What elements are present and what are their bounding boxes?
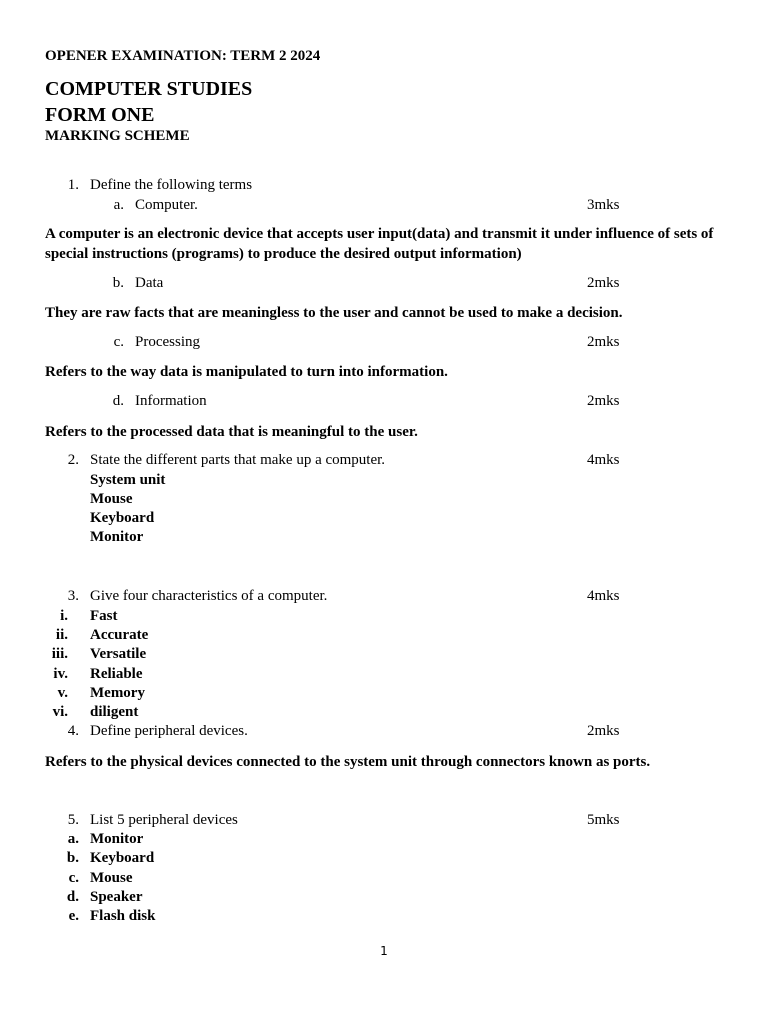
q2-answer-item: Monitor [90,529,144,545]
q4-number: 4. [67,723,79,739]
q2-text: State the different parts that make up a computer. [90,452,386,468]
q3-answer-item: Memory [90,685,145,701]
marking-scheme-title: MARKING SCHEME [45,128,190,144]
q5-answer-label: d. [66,889,79,905]
q3-answer-item: Accurate [90,627,149,643]
q4-answer: Refers to the physical devices connected to the system unit through connectors known as ports. [45,754,651,770]
q1a-marks: 3mks [587,197,620,213]
q1c-marks: 2mks [587,334,620,350]
q3-marks: 4mks [587,588,620,604]
q3-answer-label: iv. [53,666,68,682]
q5-answer-label: c. [68,870,79,886]
q3-answer-label: v. [57,685,68,701]
q5-answer-item: Keyboard [90,850,155,866]
q3-number: 3. [67,588,79,604]
q3-text: Give four characteristics of a computer. [90,588,328,604]
q5-answer-item: Speaker [90,889,143,905]
q4-marks: 2mks [587,723,620,739]
q1d-answer: Refers to the processed data that is meaningful to the user. [45,424,418,440]
form-title: FORM ONE [45,104,155,126]
q1d-marks: 2mks [587,393,620,409]
q1d-text: Information [135,393,207,409]
q1-text: Define the following terms [90,177,253,193]
q2-marks: 4mks [587,452,620,468]
q3-answer-label: i. [60,608,68,624]
q1-number: 1. [67,177,79,193]
q2-answer-item: System unit [90,472,166,488]
q1a-label: a. [113,197,124,213]
q2-answer-item: Mouse [90,491,133,507]
q5-answer-item: Mouse [90,870,133,886]
q5-answer-item: Flash disk [90,908,156,924]
q1c-text: Processing [135,334,200,350]
q3-answer-item: diligent [90,704,139,720]
q3-answer-item: Fast [90,608,118,624]
subject-title: COMPUTER STUDIES [45,78,253,100]
q1c-label: c. [113,334,124,350]
q5-answer-item: Monitor [90,831,144,847]
q5-answer-label: e. [68,908,79,924]
q1b-label: b. [112,275,124,291]
q3-answer-label: ii. [55,627,68,643]
q1b-text: Data [135,275,164,291]
q3-answer-item: Versatile [90,646,147,662]
q1a-answer: A computer is an electronic device that accepts user input(data) and transmit it under influence of sets of special instructions (programs) to produce the desired output information) [45,226,714,262]
exam-title: OPENER EXAMINATION: TERM 2 2024 [45,48,321,64]
q1d-label: d. [112,393,124,409]
page-number: 1 [380,944,388,958]
q5-answer-label: b. [66,850,79,866]
q1b-marks: 2mks [587,275,620,291]
q5-answer-label: a. [67,831,79,847]
q2-number: 2. [67,452,79,468]
q3-answer-label: vi. [52,704,68,720]
q1c-answer: Refers to the way data is manipulated to turn into information. [45,364,448,380]
q5-marks: 5mks [587,812,620,828]
q5-number: 5. [67,812,79,828]
q3-answer-label: iii. [51,646,68,662]
q2-answer-item: Keyboard [90,510,155,526]
q4-text: Define peripheral devices. [90,723,248,739]
q3-answer-item: Reliable [90,666,143,682]
q1a-text: Computer. [135,197,198,213]
q1b-answer: They are raw facts that are meaningless to the user and cannot be used to make a decision. [45,305,623,321]
q5-text: List 5 peripheral devices [90,812,238,828]
